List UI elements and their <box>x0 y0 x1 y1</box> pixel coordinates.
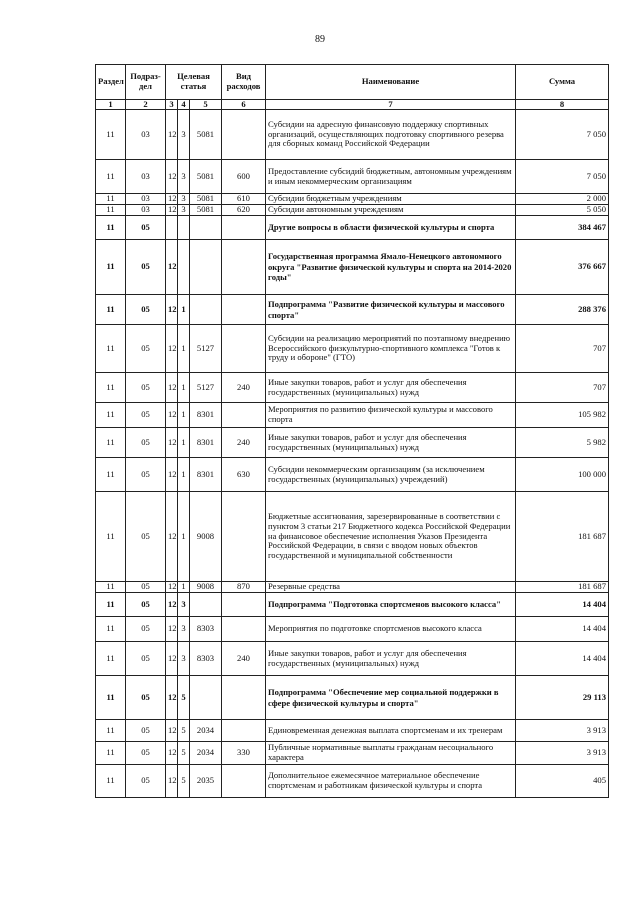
cell-razdel: 11 <box>96 216 126 240</box>
cell-razdel: 11 <box>96 742 126 765</box>
cell-podrazdel: 05 <box>126 428 166 458</box>
cell-podrazdel: 05 <box>126 458 166 492</box>
cell-vid-raskhodov <box>222 492 266 582</box>
cell-podrazdel: 03 <box>126 160 166 194</box>
cell-name: Иные закупки товаров, работ и услуг для обеспечения государственных (муниципальных) нужд <box>266 373 516 403</box>
cell-vid-raskhodov: 600 <box>222 160 266 194</box>
table-row <box>96 240 609 295</box>
cell-razdel: 11 <box>96 240 126 295</box>
header-name: Наименование <box>266 65 516 100</box>
column-number: 7 <box>266 100 516 110</box>
cell-tselevaya-code: 5081 <box>190 194 222 205</box>
table-row <box>96 373 609 403</box>
header-razdel: Раздел <box>96 65 126 100</box>
cell-tselevaya-program: 12 <box>166 428 178 458</box>
cell-tselevaya-subprogram: 5 <box>178 742 190 765</box>
cell-tselevaya-program: 12 <box>166 240 178 295</box>
cell-name: Подпрограмма "Подготовка спортсменов высокого класса" <box>266 593 516 617</box>
table-row <box>96 403 609 428</box>
cell-razdel: 11 <box>96 458 126 492</box>
cell-sum: 288 376 <box>516 295 609 325</box>
cell-razdel: 11 <box>96 720 126 742</box>
cell-tselevaya-subprogram: 5 <box>178 720 190 742</box>
cell-sum: 7 050 <box>516 160 609 194</box>
cell-podrazdel: 05 <box>126 373 166 403</box>
cell-tselevaya-subprogram: 3 <box>178 205 190 216</box>
cell-sum: 14 404 <box>516 593 609 617</box>
table-row <box>96 742 609 765</box>
cell-vid-raskhodov <box>222 617 266 642</box>
cell-tselevaya-subprogram: 3 <box>178 194 190 205</box>
table-row <box>96 676 609 720</box>
cell-vid-raskhodov: 870 <box>222 582 266 593</box>
cell-vid-raskhodov <box>222 325 266 373</box>
cell-razdel: 11 <box>96 205 126 216</box>
cell-razdel: 11 <box>96 764 126 797</box>
cell-tselevaya-code: 9008 <box>190 492 222 582</box>
cell-sum: 14 404 <box>516 617 609 642</box>
header-sum: Сумма <box>516 65 609 100</box>
table-row <box>96 295 609 325</box>
cell-podrazdel: 05 <box>126 582 166 593</box>
column-number: 2 <box>126 100 166 110</box>
cell-sum: 707 <box>516 325 609 373</box>
cell-podrazdel: 05 <box>126 593 166 617</box>
cell-sum: 376 667 <box>516 240 609 295</box>
cell-tselevaya-subprogram: 5 <box>178 764 190 797</box>
cell-tselevaya-code <box>190 240 222 295</box>
cell-razdel: 11 <box>96 676 126 720</box>
cell-sum: 405 <box>516 764 609 797</box>
column-number: 5 <box>190 100 222 110</box>
budget-table <box>95 64 609 798</box>
cell-sum: 100 000 <box>516 458 609 492</box>
cell-tselevaya-program: 12 <box>166 492 178 582</box>
cell-podrazdel: 05 <box>126 492 166 582</box>
cell-vid-raskhodov: 630 <box>222 458 266 492</box>
cell-podrazdel: 05 <box>126 742 166 765</box>
cell-tselevaya-program <box>166 216 178 240</box>
cell-tselevaya-program: 12 <box>166 720 178 742</box>
cell-sum: 5 050 <box>516 205 609 216</box>
table-row <box>96 325 609 373</box>
cell-tselevaya-subprogram: 1 <box>178 403 190 428</box>
cell-tselevaya-code: 5081 <box>190 205 222 216</box>
cell-razdel: 11 <box>96 593 126 617</box>
cell-sum: 2 000 <box>516 194 609 205</box>
cell-name: Другие вопросы в области физической культуры и спорта <box>266 216 516 240</box>
cell-tselevaya-subprogram: 1 <box>178 325 190 373</box>
cell-podrazdel: 05 <box>126 617 166 642</box>
cell-name: Субсидии на адресную финансовую поддержку спортивных организаций, осуществляющих подготовку спортивного резерва для сборных команд Российской Федерации <box>266 110 516 160</box>
table-row <box>96 458 609 492</box>
table-body <box>96 110 609 798</box>
cell-tselevaya-subprogram: 1 <box>178 492 190 582</box>
cell-razdel: 11 <box>96 194 126 205</box>
cell-name: Резервные средства <box>266 582 516 593</box>
cell-tselevaya-code: 2035 <box>190 764 222 797</box>
cell-tselevaya-code: 5081 <box>190 110 222 160</box>
cell-vid-raskhodov <box>222 764 266 797</box>
cell-tselevaya-program: 12 <box>166 205 178 216</box>
cell-name: Публичные нормативные выплаты гражданам несоциального характера <box>266 742 516 765</box>
cell-name: Единовременная денежная выплата спортсменам и их тренерам <box>266 720 516 742</box>
header-vid-raskhodov: Вид расходов <box>222 65 266 100</box>
cell-tselevaya-subprogram: 3 <box>178 617 190 642</box>
cell-tselevaya-subprogram: 1 <box>178 295 190 325</box>
cell-vid-raskhodov <box>222 720 266 742</box>
cell-tselevaya-program: 12 <box>166 617 178 642</box>
cell-tselevaya-program: 12 <box>166 458 178 492</box>
cell-name: Субсидии некоммерческим организациям (за исключением государственных (муниципальных) учреждений) <box>266 458 516 492</box>
cell-vid-raskhodov: 240 <box>222 373 266 403</box>
cell-vid-raskhodov: 610 <box>222 194 266 205</box>
cell-tselevaya-program: 12 <box>166 160 178 194</box>
cell-razdel: 11 <box>96 325 126 373</box>
cell-vid-raskhodov <box>222 240 266 295</box>
page-number: 89 <box>315 34 325 45</box>
cell-tselevaya-subprogram: 5 <box>178 676 190 720</box>
cell-name: Бюджетные ассигнования, зарезервированные в соответствии с пунктом 3 статьи 217 Бюджетного кодекса Российской Федерации на финансовое обеспечение исполнения Указов Президента Российской Федерации, в связи с вводом новых объектов государственной и муниципальной собственности <box>266 492 516 582</box>
column-number-row <box>96 100 609 110</box>
cell-tselevaya-program: 12 <box>166 373 178 403</box>
cell-name: Субсидии бюджетным учреждениям <box>266 194 516 205</box>
column-number: 3 <box>166 100 178 110</box>
cell-podrazdel: 03 <box>126 194 166 205</box>
cell-vid-raskhodov <box>222 403 266 428</box>
cell-sum: 105 982 <box>516 403 609 428</box>
table-row <box>96 593 609 617</box>
header-podrazdel: Подраз- дел <box>126 65 166 100</box>
cell-tselevaya-program: 12 <box>166 110 178 160</box>
cell-razdel: 11 <box>96 492 126 582</box>
cell-podrazdel: 05 <box>126 325 166 373</box>
cell-razdel: 11 <box>96 160 126 194</box>
table-row <box>96 205 609 216</box>
cell-tselevaya-program: 12 <box>166 325 178 373</box>
cell-tselevaya-program: 12 <box>166 642 178 676</box>
cell-podrazdel: 03 <box>126 110 166 160</box>
cell-tselevaya-program: 12 <box>166 742 178 765</box>
cell-vid-raskhodov <box>222 110 266 160</box>
table-row <box>96 642 609 676</box>
cell-tselevaya-subprogram: 3 <box>178 642 190 676</box>
cell-tselevaya-code: 9008 <box>190 582 222 593</box>
cell-vid-raskhodov: 330 <box>222 742 266 765</box>
table-row <box>96 160 609 194</box>
cell-vid-raskhodov <box>222 295 266 325</box>
cell-tselevaya-code: 2034 <box>190 720 222 742</box>
cell-tselevaya-program: 12 <box>166 676 178 720</box>
cell-tselevaya-program: 12 <box>166 764 178 797</box>
cell-sum: 3 913 <box>516 720 609 742</box>
cell-name: Мероприятия по подготовке спортсменов высокого класса <box>266 617 516 642</box>
cell-sum: 181 687 <box>516 582 609 593</box>
cell-tselevaya-program: 12 <box>166 593 178 617</box>
table-row <box>96 720 609 742</box>
table-row <box>96 582 609 593</box>
cell-tselevaya-program: 12 <box>166 403 178 428</box>
cell-podrazdel: 05 <box>126 240 166 295</box>
cell-vid-raskhodov: 240 <box>222 428 266 458</box>
cell-vid-raskhodov: 620 <box>222 205 266 216</box>
cell-tselevaya-program: 12 <box>166 194 178 205</box>
cell-sum: 181 687 <box>516 492 609 582</box>
cell-tselevaya-program: 12 <box>166 582 178 593</box>
cell-tselevaya-code <box>190 676 222 720</box>
cell-razdel: 11 <box>96 582 126 593</box>
cell-podrazdel: 05 <box>126 676 166 720</box>
cell-razdel: 11 <box>96 403 126 428</box>
cell-tselevaya-code: 8301 <box>190 458 222 492</box>
table-row <box>96 110 609 160</box>
cell-vid-raskhodov <box>222 216 266 240</box>
cell-tselevaya-code: 8301 <box>190 403 222 428</box>
cell-tselevaya-program: 12 <box>166 295 178 325</box>
cell-tselevaya-subprogram: 1 <box>178 582 190 593</box>
table-row <box>96 617 609 642</box>
cell-razdel: 11 <box>96 642 126 676</box>
cell-sum: 14 404 <box>516 642 609 676</box>
cell-vid-raskhodov: 240 <box>222 642 266 676</box>
cell-podrazdel: 03 <box>126 205 166 216</box>
cell-tselevaya-subprogram: 3 <box>178 110 190 160</box>
cell-razdel: 11 <box>96 295 126 325</box>
cell-tselevaya-subprogram: 1 <box>178 428 190 458</box>
cell-name: Мероприятия по развитию физической культуры и массового спорта <box>266 403 516 428</box>
column-number: 6 <box>222 100 266 110</box>
cell-tselevaya-code <box>190 593 222 617</box>
table-row <box>96 492 609 582</box>
table-row <box>96 428 609 458</box>
column-number: 1 <box>96 100 126 110</box>
cell-tselevaya-code <box>190 295 222 325</box>
cell-sum: 29 113 <box>516 676 609 720</box>
cell-sum: 7 050 <box>516 110 609 160</box>
cell-razdel: 11 <box>96 110 126 160</box>
cell-name: Субсидии автономным учреждениям <box>266 205 516 216</box>
cell-podrazdel: 05 <box>126 216 166 240</box>
cell-name: Подпрограмма "Обеспечение мер социальной поддержки в сфере физической культуры и спорта" <box>266 676 516 720</box>
cell-sum: 707 <box>516 373 609 403</box>
cell-tselevaya-code: 5127 <box>190 373 222 403</box>
table-row <box>96 764 609 797</box>
column-number: 4 <box>178 100 190 110</box>
cell-name: Дополнительное ежемесячное материальное обеспечение спортсменам и работникам физической культуры и спорта <box>266 764 516 797</box>
cell-tselevaya-code <box>190 216 222 240</box>
cell-tselevaya-code: 5127 <box>190 325 222 373</box>
table-row <box>96 194 609 205</box>
cell-tselevaya-subprogram: 3 <box>178 593 190 617</box>
header-row <box>96 65 609 100</box>
cell-vid-raskhodov <box>222 676 266 720</box>
cell-tselevaya-subprogram <box>178 216 190 240</box>
cell-tselevaya-code: 8303 <box>190 642 222 676</box>
cell-tselevaya-subprogram: 1 <box>178 373 190 403</box>
cell-sum: 384 467 <box>516 216 609 240</box>
cell-razdel: 11 <box>96 428 126 458</box>
cell-podrazdel: 05 <box>126 764 166 797</box>
cell-tselevaya-code: 2034 <box>190 742 222 765</box>
cell-sum: 3 913 <box>516 742 609 765</box>
cell-name: Иные закупки товаров, работ и услуг для обеспечения государственных (муниципальных) нужд <box>266 428 516 458</box>
table-row <box>96 216 609 240</box>
header-tselevaya-statya: Целевая статья <box>166 65 222 100</box>
cell-name: Предоставление субсидий бюджетным, автономным учреждениям и иным некоммерческим организациям <box>266 160 516 194</box>
cell-podrazdel: 05 <box>126 720 166 742</box>
column-number: 8 <box>516 100 609 110</box>
cell-name: Государственная программа Ямало-Ненецкого автономного округа "Развитие физической культуры и спорта на 2014-2020 годы" <box>266 240 516 295</box>
cell-podrazdel: 05 <box>126 403 166 428</box>
cell-name: Подпрограмма "Развитие физической культуры и массового спорта" <box>266 295 516 325</box>
cell-podrazdel: 05 <box>126 642 166 676</box>
cell-name: Иные закупки товаров, работ и услуг для обеспечения государственных (муниципальных) нужд <box>266 642 516 676</box>
cell-vid-raskhodov <box>222 593 266 617</box>
cell-tselevaya-code: 8301 <box>190 428 222 458</box>
cell-tselevaya-code: 5081 <box>190 160 222 194</box>
cell-tselevaya-code: 8303 <box>190 617 222 642</box>
cell-tselevaya-subprogram <box>178 240 190 295</box>
cell-sum: 5 982 <box>516 428 609 458</box>
cell-tselevaya-subprogram: 3 <box>178 160 190 194</box>
cell-tselevaya-subprogram: 1 <box>178 458 190 492</box>
cell-razdel: 11 <box>96 373 126 403</box>
cell-name: Субсидии на реализацию мероприятий по поэтапному внедрению Всероссийского физкультурно-спортивного комплекса "Готов к труду и обороне" (ГТО) <box>266 325 516 373</box>
cell-razdel: 11 <box>96 617 126 642</box>
cell-podrazdel: 05 <box>126 295 166 325</box>
